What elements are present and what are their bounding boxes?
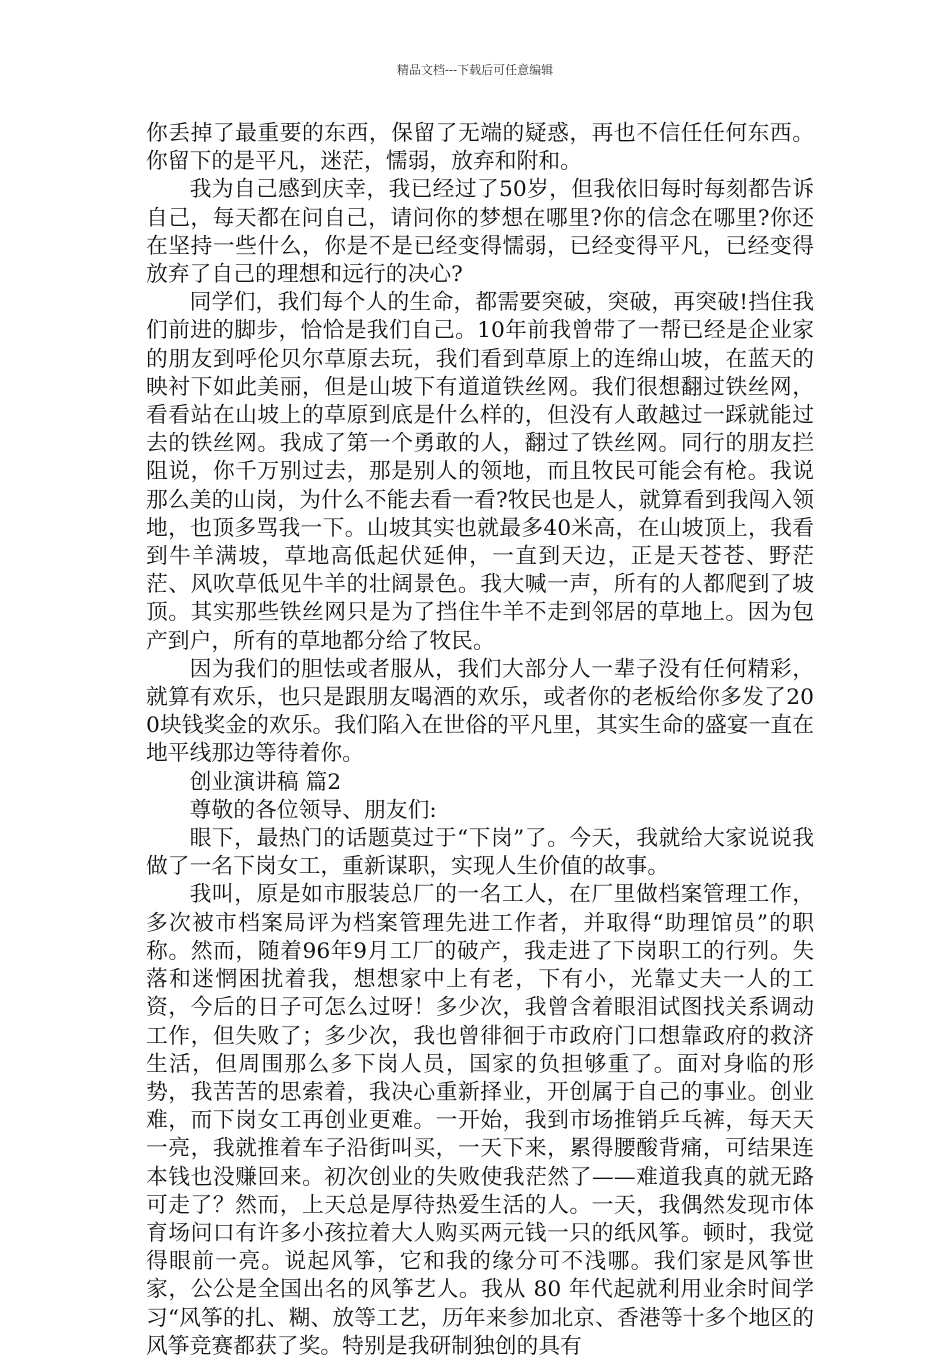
paragraph: 因为我们的胆怯或者服从，我们大部分人一辈子没有任何精彩，就算有欢乐，也只是跟朋友喝酒的欢乐，或者你的老板给你多发了200块钱奖金的欢乐。我们陷入在世俗的平凡里，其实生命的盛宴一直在地平线那边等待着你。 xyxy=(146,656,814,767)
paragraph: 我为自己感到庆幸，我已经过了50岁，但我依旧每时每刻都告诉自己，每天都在问自己，请问你的梦想在哪里?你的信念在哪里?你还在坚持一些什么，你是不是已经变得懦弱，已经变得平凡，已经变得放弃了自己的理想和远行的决心? xyxy=(146,177,814,288)
page-header: 精品文档---下载后可任意编辑 xyxy=(396,63,554,77)
paragraph: 我叫，原是如市服装总厂的一名工人，在厂里做档案管理工作，多次被市档案局评为档案管理先进工作者，并取得“助理馆员”的职称。然而，随着96年9月工厂的破产，我走进了下岗职工的行列。失落和迷惘困扰着我，想想家中上有老，下有小，光靠丈夫一人的工资，今后的日子可怎么过呀！多少次，我曾含着眼泪试图找关系调动工作，但失败了；多少次，我也曾徘徊于市政府门口想靠政府的救济生活，但周围那么多下岗人员，国家的负担够重了。面对身临的形势，我苦苦的思索着，我决心重新择业，开创属于自己的事业。创业难，而下岗女工再创业更难。一开始，我到市场推销乒乓裤，每天天一亮，我就推着车子沿街叫买，一天下来，累得腰酸背痛，可结果连本钱也没赚回来。初次创业的失败使我茫然了——难道我真的就无路可走了？然而，上天总是厚待热爱生活的人。一天，我偶然发现市体育场问口有许多小孩拉着大人购买两元钱一只的纸风筝。顿时，我觉得眼前一亮。说起风筝，它和我的缘分可不浅哪。我们家是风筝世家，公公是全国出名的风筝艺人。我从 80 年代起就利用业余时间学习“风筝的扎、糊、放等工艺，历年来参加北京、香港等十多个地区的风筝竞赛都获了奖。特别是我研制独创的具有 xyxy=(146,882,814,1359)
document-body xyxy=(146,120,814,1361)
paragraph: 你丢掉了最重要的东西，保留了无端的疑惑，再也不信任任何东西。你留下的是平凡，迷茫，懦弱，放弃和附和。 xyxy=(146,121,814,175)
paragraph: 眼下，最热门的话题莫过于“下岗”了。今天，我就给大家说说我做了一名下岗女工，重新谋职，实现人生价值的故事。 xyxy=(146,826,814,880)
salutation: 尊敬的各位领导、朋友们: xyxy=(189,797,437,823)
paragraph: 同学们，我们每个人的生命，都需要突破，突破，再突破!挡住我们前进的脚步，恰恰是我们自己。10年前我曾带了一帮已经是企业家的朋友到呼伦贝尔草原去玩，我们看到草原上的连绵山坡，在蓝天的映衬下如此美丽，但是山坡下有道道铁丝网。我们很想翻过铁丝网，看看站在山坡上的草原到底是什么样的，但没有人敢越过一踩就能过去的铁丝网。我成了第一个勇敢的人，翻过了铁丝网。同行的朋友拦阻说，你千万别过去，那是别人的领地，而且牧民可能会有枪。我说那么美的山岗，为什么不能去看一看?牧民也是人，就算看到我闯入领地，也顶多骂我一下。山坡其实也就最多40米高，在山坡顶上，我看到牛羊满坡，草地高低起伏延伸，一直到天边，正是天苍苍、野茫茫、风吹草低见牛羊的壮阔景色。我大喊一声，所有的人都爬到了坡顶。其实那些铁丝网只是为了挡住牛羊不走到邻居的草地上。因为包产到户，所有的草地都分给了牧民。 xyxy=(146,290,814,654)
section-title: 创业演讲稿 篇2 xyxy=(189,769,342,795)
